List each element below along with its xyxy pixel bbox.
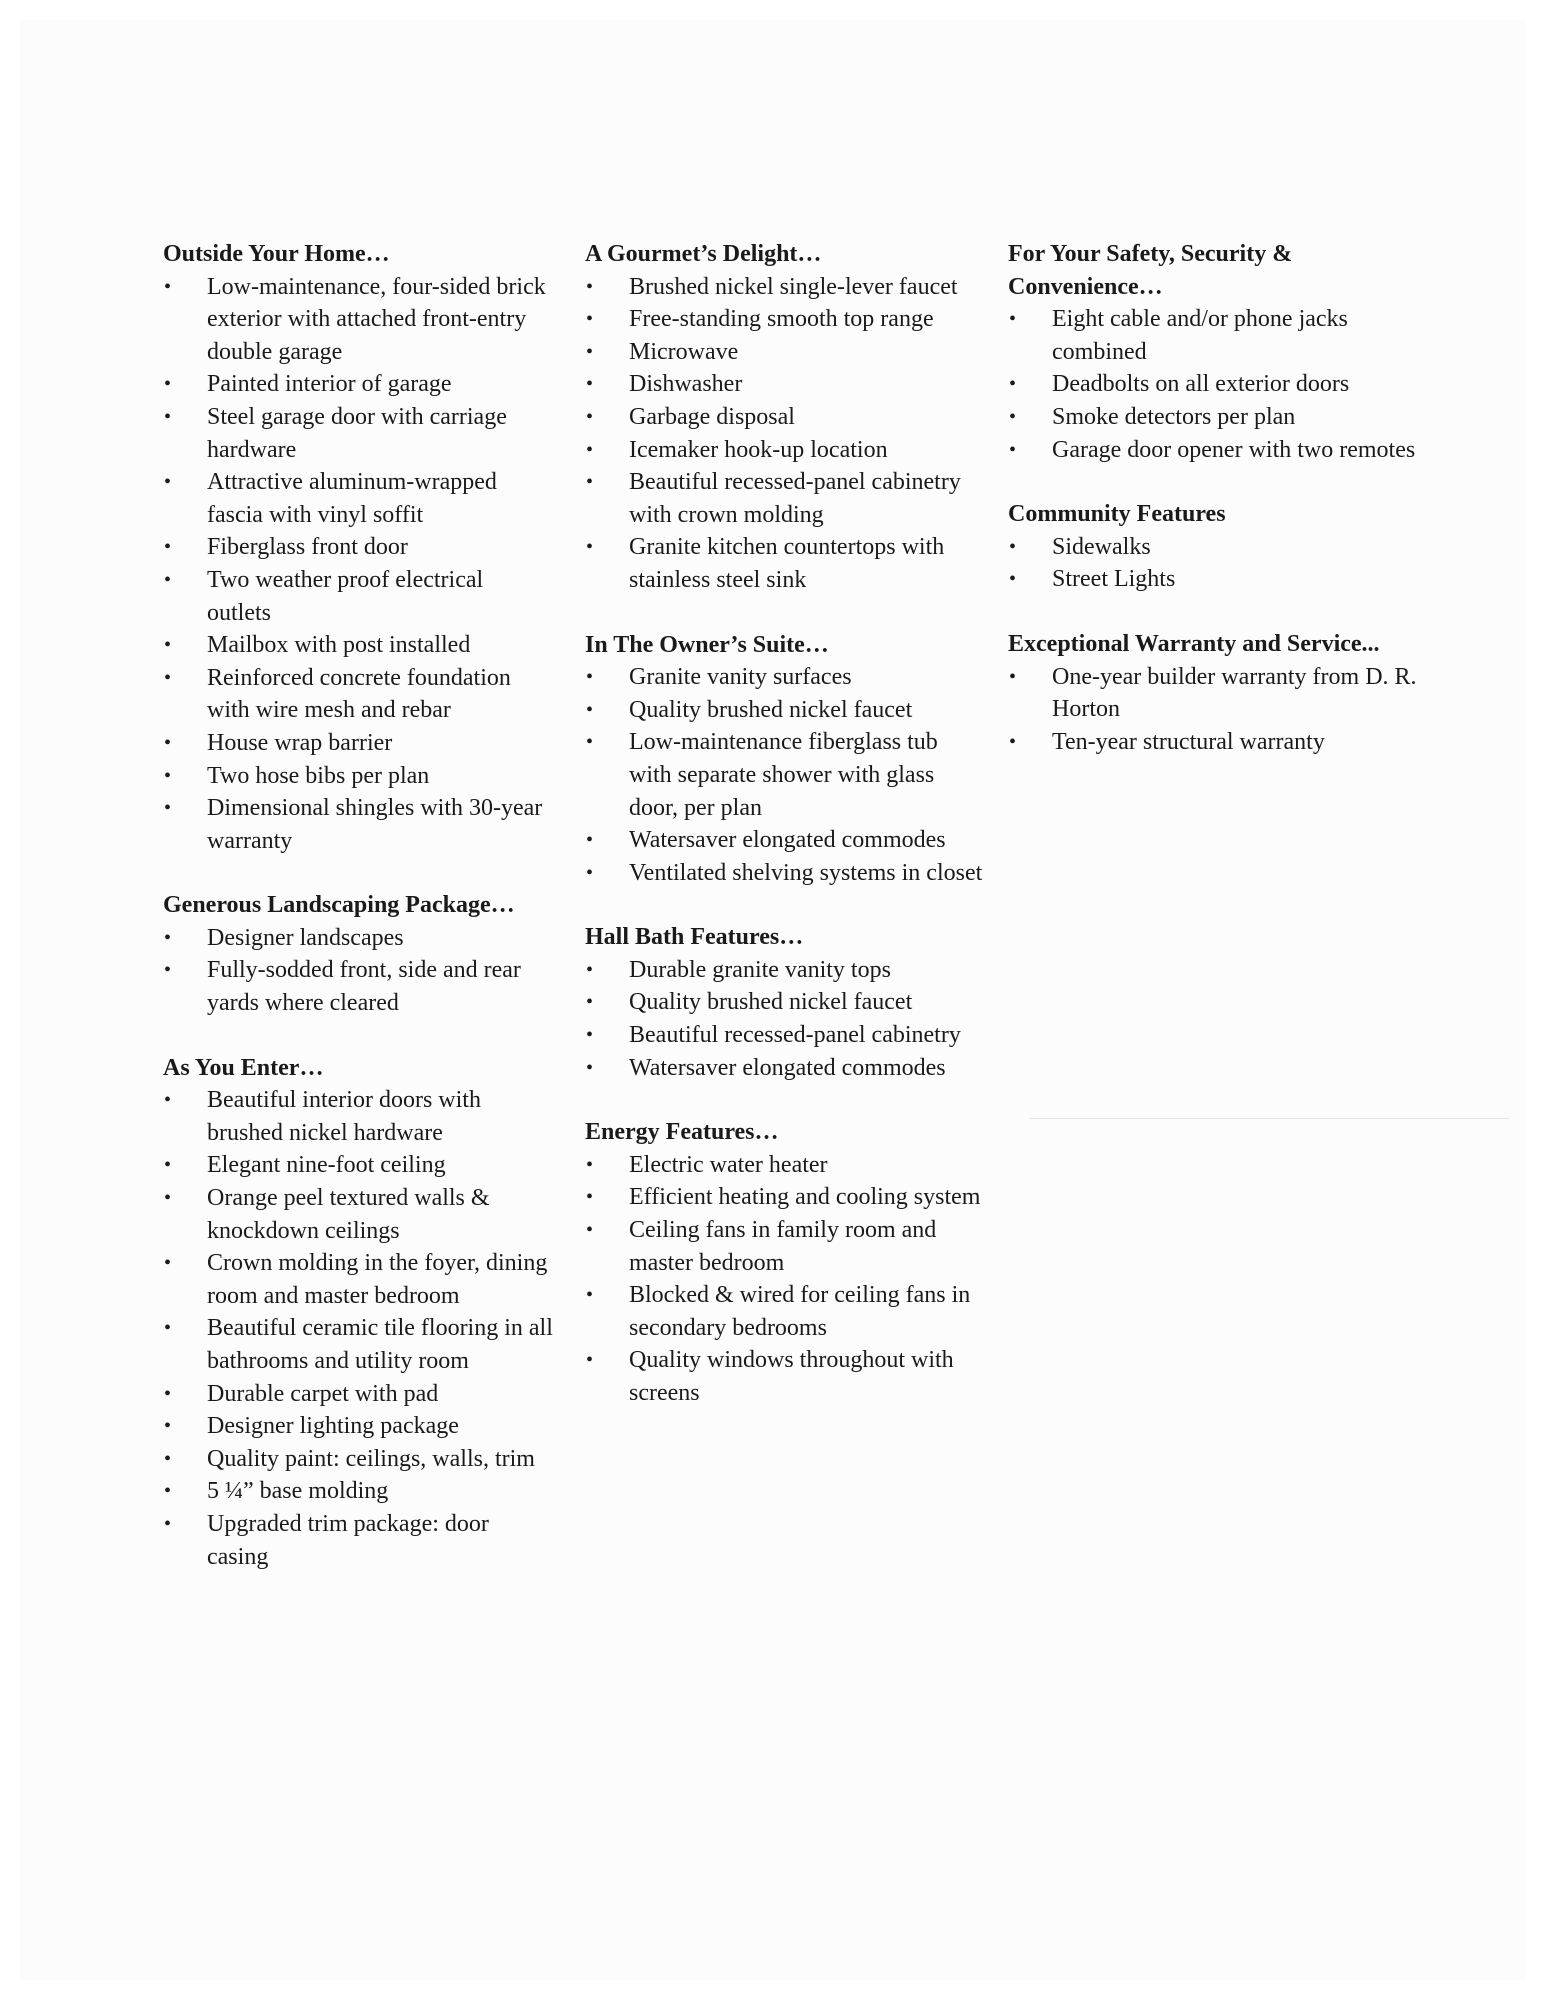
feature-section: [585, 1116, 985, 1409]
feature-list: [1008, 303, 1428, 466]
feature-item: • Blocked & wired for ceiling fans in secondary bedrooms: [585, 1279, 985, 1344]
feature-list: [585, 271, 985, 597]
feature-item: • Reinforced concrete foundation with wire mesh and rebar: [163, 662, 553, 727]
feature-item: • House wrap barrier: [163, 727, 553, 760]
feature-item: • Watersaver elongated commodes: [585, 824, 985, 857]
section-heading: In The Owner’s Suite…: [585, 631, 829, 658]
feature-item: • Ventilated shelving systems in closet: [585, 857, 985, 890]
feature-list: [163, 922, 553, 1020]
section-heading: Exceptional Warranty and Service...: [1008, 630, 1380, 657]
feature-item: • Quality windows throughout with screens: [585, 1344, 985, 1409]
feature-item: • Upgraded trim package: door casing: [163, 1508, 553, 1573]
section-heading: Generous Landscaping Package…: [163, 892, 515, 919]
section-heading: For Your Safety, Security & Convenience…: [1008, 241, 1293, 300]
feature-list: [585, 954, 985, 1084]
feature-item: • Elegant nine-foot ceiling: [163, 1149, 553, 1182]
feature-item: • Designer landscapes: [163, 922, 553, 955]
feature-section: [585, 238, 985, 597]
feature-item: • Granite kitchen countertops with stainless steel sink: [585, 531, 985, 596]
feature-item: • Ten-year structural warranty: [1008, 726, 1428, 759]
feature-item: • Durable carpet with pad: [163, 1378, 553, 1411]
feature-item: • Beautiful recessed-panel cabinetry with crown molding: [585, 466, 985, 531]
feature-list: [585, 661, 985, 889]
feature-item: • Electric water heater: [585, 1149, 985, 1182]
feature-section: [163, 889, 553, 1019]
feature-item: • Crown molding in the foyer, dining room and master bedroom: [163, 1247, 553, 1312]
feature-section: [163, 238, 553, 857]
feature-item: • Brushed nickel single-lever faucet: [585, 271, 985, 304]
feature-item: • Ceiling fans in family room and master bedroom: [585, 1214, 985, 1279]
section-heading: Energy Features…: [585, 1119, 779, 1146]
feature-item: • Painted interior of garage: [163, 368, 553, 401]
feature-list: [163, 1084, 553, 1573]
feature-item: • Mailbox with post installed: [163, 629, 553, 662]
feature-item: • Free-standing smooth top range: [585, 303, 985, 336]
feature-list: [163, 271, 553, 858]
feature-section: [585, 629, 985, 890]
feature-list: [585, 1149, 985, 1410]
feature-item: • Deadbolts on all exterior doors: [1008, 368, 1428, 401]
feature-item: • Designer lighting package: [163, 1410, 553, 1443]
feature-item: • Street Lights: [1008, 563, 1428, 596]
feature-item: • 5 ¼” base molding: [163, 1475, 553, 1508]
feature-item: • Dimensional shingles with 30-year warranty: [163, 792, 553, 857]
section-heading: Hall Bath Features…: [585, 924, 804, 951]
feature-item: • Icemaker hook-up location: [585, 434, 985, 467]
feature-item: • Attractive aluminum-wrapped fascia with vinyl soffit: [163, 466, 553, 531]
feature-item: • Beautiful interior doors with brushed nickel hardware: [163, 1084, 553, 1149]
feature-item: • Orange peel textured walls & knockdown ceilings: [163, 1182, 553, 1247]
feature-section: [163, 1052, 553, 1574]
feature-list: [1008, 531, 1428, 596]
feature-item: • Garbage disposal: [585, 401, 985, 434]
feature-item: • Granite vanity surfaces: [585, 661, 985, 694]
feature-section: [1008, 628, 1428, 758]
feature-list: [1008, 661, 1428, 759]
feature-section: [1008, 498, 1428, 596]
feature-item: • Microwave: [585, 336, 985, 369]
feature-section: [585, 921, 985, 1084]
feature-item: • Low-maintenance, four-sided brick exterior with attached front-entry double garage: [163, 271, 553, 369]
feature-section: [1008, 238, 1428, 466]
feature-item: • Dishwasher: [585, 368, 985, 401]
feature-item: • Fiberglass front door: [163, 531, 553, 564]
column-1: [163, 238, 553, 1605]
feature-item: • Efficient heating and cooling system: [585, 1181, 985, 1214]
feature-item: • Beautiful ceramic tile flooring in all bathrooms and utility room: [163, 1312, 553, 1377]
feature-item: • Beautiful recessed-panel cabinetry: [585, 1019, 985, 1052]
feature-item: • Durable granite vanity tops: [585, 954, 985, 987]
feature-item: • Steel garage door with carriage hardware: [163, 401, 553, 466]
feature-item: • Low-maintenance fiberglass tub with separate shower with glass door, per plan: [585, 726, 985, 824]
scan-artifact-line: [1030, 1118, 1510, 1119]
feature-item: • Fully-sodded front, side and rear yards where cleared: [163, 954, 553, 1019]
column-2: [585, 238, 985, 1442]
feature-item: • Two weather proof electrical outlets: [163, 564, 553, 629]
feature-item: • Quality brushed nickel faucet: [585, 986, 985, 1019]
feature-item: • One-year builder warranty from D. R. Horton: [1008, 661, 1428, 726]
feature-item: • Quality brushed nickel faucet: [585, 694, 985, 727]
section-heading: As You Enter…: [163, 1054, 324, 1081]
section-heading: A Gourmet’s Delight…: [585, 241, 822, 267]
feature-item: • Smoke detectors per plan: [1008, 401, 1428, 434]
feature-item: • Garage door opener with two remotes: [1008, 434, 1428, 467]
section-heading: Community Features: [1008, 501, 1226, 528]
feature-item: • Watersaver elongated commodes: [585, 1052, 985, 1085]
column-3: [1008, 238, 1428, 790]
feature-item: • Eight cable and/or phone jacks combined: [1008, 303, 1428, 368]
section-heading: Outside Your Home…: [163, 241, 390, 267]
feature-item: • Sidewalks: [1008, 531, 1428, 564]
feature-item: • Two hose bibs per plan: [163, 760, 553, 793]
feature-item: • Quality paint: ceilings, walls, trim: [163, 1443, 553, 1476]
